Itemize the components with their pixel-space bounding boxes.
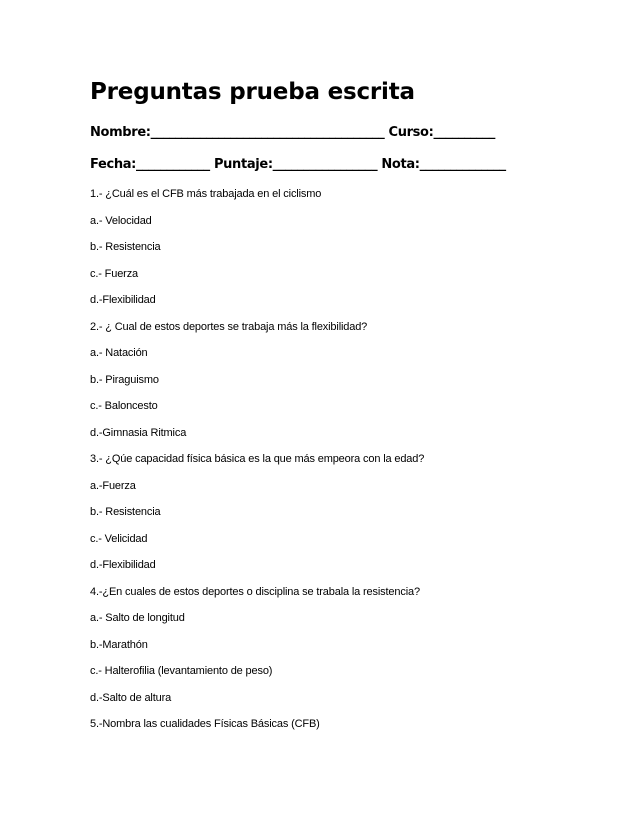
question-3-option-c: c.- Velicidad [90,532,148,545]
question-4-option-a: a.- Salto de longitud [90,612,185,624]
question-2-option-b: b.- Piraguismo [90,373,159,386]
question-list [90,186,424,743]
question-1-option-c: c.- Fuerza [90,267,139,280]
question-3: 3.- ¿Qúe capacidad física básica es la que más empeora con la edad? [90,453,425,465]
question-5: 5.-Nombra las cualidades Físicas Básicas (CFB) [90,718,320,730]
document-title: Preguntas prueba escrita [90,79,415,105]
question-1-option-a: a.- Velocidad [90,214,152,227]
question-3-option-a: a.-Fuerza [90,479,136,492]
question-4: 4.-¿En cuales de estos deportes o disciplina se trabala la resistencia? [90,585,420,598]
question-2-option-c: c.- Baloncesto [90,400,158,412]
question-2-option-d: d.-Gimnasia Ritmica [90,426,187,439]
question-4-option-c: c.- Halterofilia (levantamiento de peso) [90,665,273,677]
name-course-line: Nombre:______________________________________ Curso:__________ [90,125,495,140]
question-4-option-b: b.-Marathón [90,638,148,651]
question-1-option-d: d.-Flexibilidad [90,294,156,306]
question-1: 1.- ¿Cuál es el CFB más trabajada en el ciclismo [90,188,322,200]
question-3-option-b: b.- Resistencia [90,506,161,518]
question-2-option-a: a.- Natación [90,347,148,359]
date-score-grade-line: Fecha:____________ Puntaje:_________________ Nota:______________ [90,157,506,172]
question-3-option-d: d.-Flexibilidad [90,559,156,571]
question-1-option-b: b.- Resistencia [90,241,161,253]
question-4-option-d: d.-Salto de altura [90,691,172,704]
question-2: 2.- ¿ Cual de estos deportes se trabaja más la flexibilidad? [90,320,368,333]
